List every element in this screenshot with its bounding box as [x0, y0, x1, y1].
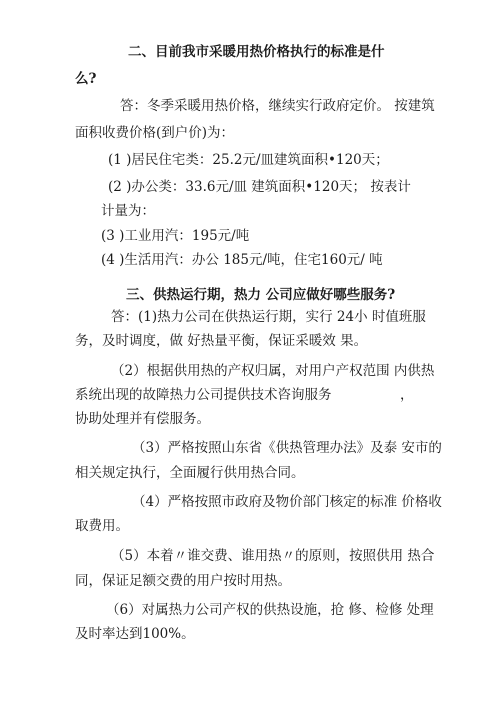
service-line: 务，及时调度，做 好热量平衡，保证采暖效 果。 — [75, 333, 368, 349]
section-3-heading: 三、供热运行期，热力 公司应做好哪些服务? — [126, 287, 396, 303]
service-line: 答：(1)热力公司在供热运行期，实行 24小 时值班服 — [111, 309, 426, 325]
service-line: 及时率达到100%。 — [75, 626, 195, 642]
service-line: 系统出现的故障热力公司提供技术咨询服务 — [75, 387, 332, 403]
service-line: （6）对属热力公司产权的供热设施，抢 修、检修 处理 — [106, 602, 434, 618]
service-line: （4）严格按照市政府及物价部门核定的标准 价格收 — [132, 494, 442, 510]
answer-line: 面积收费价格(到户价)为： — [75, 125, 235, 141]
service-line: （5）本着〃谁交费、谁用热〃的原则，按照供用 热合 — [111, 548, 435, 564]
service-line: 协助处理并有偿服务。 — [75, 411, 210, 427]
price-item: (3 )工业用汽：195元/吨 — [101, 228, 250, 244]
price-item: (2 )办公类：33.6元/皿 建筑面积•120天； 按表计 — [108, 179, 411, 195]
service-line: 取费用。 — [75, 518, 129, 534]
section-2-heading-cont: 么? — [75, 71, 97, 87]
section-2-heading: 二、目前我市采暖用热价格执行的标准是什 — [128, 44, 385, 60]
service-line: 相关规定执行，全面履行供用热合同。 — [75, 465, 305, 481]
service-line: （3）严格按照山东省《供热管理办法》及泰 安市的 — [132, 440, 442, 456]
price-item: (1 )居民住宅类：25.2元/皿建筑面积•120天； — [108, 152, 389, 168]
price-item: 计量为： — [101, 203, 155, 219]
service-line: ， — [400, 387, 414, 403]
service-line: （2）根据供用热的产权归属，对用户产权范围 内供热 — [111, 363, 435, 379]
service-line: 同，保证足额交费的用户按时用热。 — [75, 573, 291, 589]
price-item: (4 )生活用汽：办公 185元/吨，住宅160元/ 吨 — [101, 252, 383, 268]
answer-line: 答：冬季采暖用热价格，继续实行政府定价。 按建筑 — [120, 98, 435, 114]
